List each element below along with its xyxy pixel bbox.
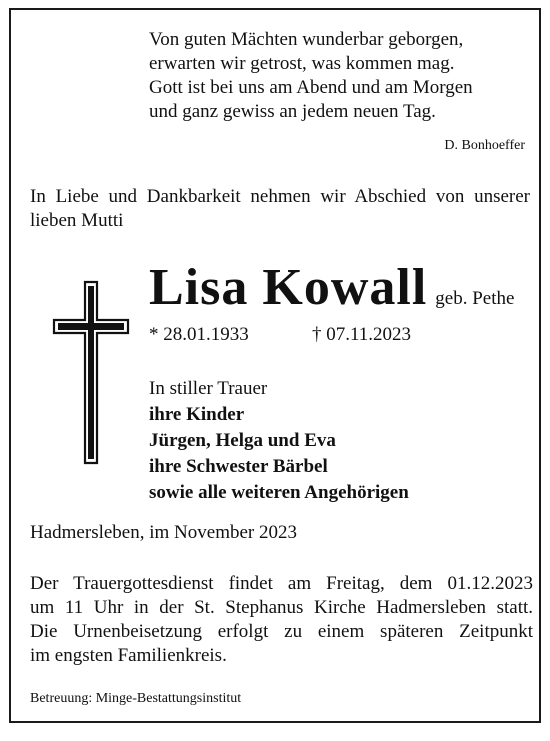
maiden-name: geb. Pethe <box>435 288 515 309</box>
poem-line: erwarten wir getrost, was kommen mag. <box>149 53 455 74</box>
birth-date: * 28.01.1933 <box>149 324 249 345</box>
cross-icon <box>52 280 130 465</box>
poem-line: Von guten Mächten wunderbar geborgen, <box>149 29 464 50</box>
death-date: † 07.11.2023 <box>312 324 412 345</box>
service-info <box>30 572 533 668</box>
deceased-name-row <box>149 258 514 317</box>
deceased-name: Lisa Kowall <box>149 259 428 316</box>
poem-author: D. Bonhoeffer <box>444 138 525 153</box>
intro-text: In Liebe und Dankbarkeit nehmen wir Abschied von unserer lieben Mutti <box>30 186 530 231</box>
poem-line: Gott ist bei uns am Abend und am Morgen <box>149 77 473 98</box>
obituary-notice <box>9 8 541 723</box>
service-line: um 11 Uhr in der St. Stephanus Kirche Hadmersleben statt. <box>30 597 533 618</box>
life-dates <box>149 324 412 346</box>
service-line: Der Trauergottesdienst findet am Freitag, dem 01.12.2023 <box>30 573 533 594</box>
mourner-line: ihre Kinder <box>149 404 245 425</box>
mourner-line: Jürgen, Helga und Eva <box>149 430 336 451</box>
mourners <box>149 376 409 506</box>
service-line: Die Urnenbeisetzung erfolgt zu einem späteren Zeitpunkt <box>30 621 533 642</box>
mourner-line: ihre Schwester Bärbel <box>149 456 328 477</box>
poem-line: und ganz gewiss an jedem neuen Tag. <box>149 101 436 122</box>
mourners-lead: In stiller Trauer <box>149 378 268 399</box>
funeral-home-credit: Betreuung: Minge-Bestattungsinstitut <box>30 691 242 706</box>
service-line: im engsten Familienkreis. <box>30 645 227 666</box>
place-date: Hadmersleben, im November 2023 <box>30 522 297 543</box>
poem <box>149 28 473 124</box>
mourner-line: sowie alle weiteren Angehörigen <box>149 482 409 503</box>
